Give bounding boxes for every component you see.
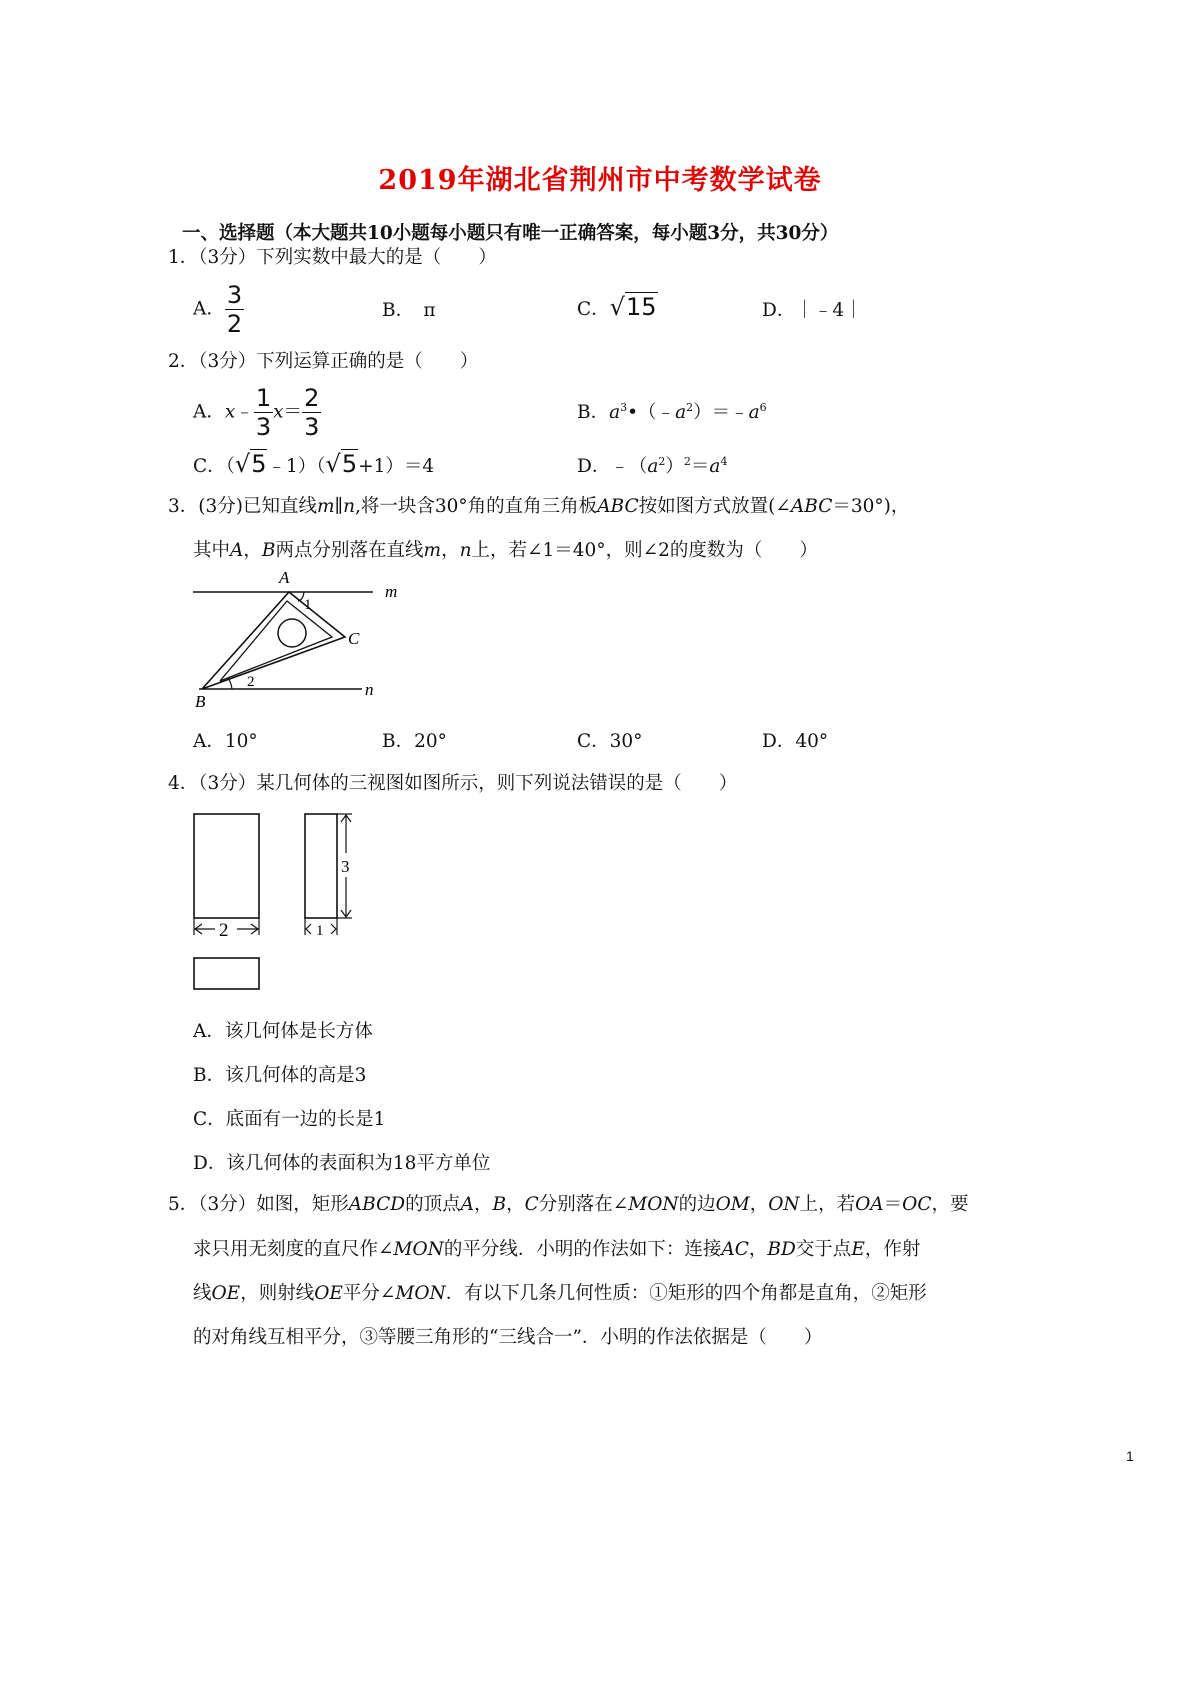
arrow-right <box>331 924 336 934</box>
question-5-line-2 <box>193 1236 920 1264</box>
text: 其中 <box>193 540 231 561</box>
page-number: 1 <box>1126 1448 1134 1464</box>
var-oa: OA <box>855 1194 884 1215</box>
exponent: 2 <box>686 400 694 414</box>
var-oe: OE <box>211 1283 241 1304</box>
denominator: 2 <box>226 310 243 338</box>
operator: ） <box>665 456 684 477</box>
text: ，要 <box>931 1194 969 1215</box>
text: 上，若∠1＝40°，则∠2的度数为（ ） <box>471 540 818 561</box>
side-view <box>305 814 337 918</box>
equals: ＝ <box>690 456 710 477</box>
dim-depth-label: 1 <box>316 923 324 939</box>
radicand: 15 <box>625 293 657 321</box>
option-label: B． <box>577 402 610 423</box>
denominator: 3 <box>255 413 272 441</box>
var-on: ON <box>768 1194 800 1215</box>
text: 两点分别落在直线 <box>275 540 424 561</box>
text: ，作射 <box>864 1239 921 1260</box>
question-5-line-4: 的对角线互相平分，③等腰三角形的“三线合一”．小明的作法依据是（ ） <box>193 1327 823 1348</box>
fraction <box>302 386 321 439</box>
text: ， <box>506 1194 525 1215</box>
text: 线 <box>193 1283 212 1304</box>
label-c: C <box>348 629 360 648</box>
var-abcd: ABCD <box>348 1194 406 1215</box>
q4-option-d: D．该几何体的表面积为18平方单位 <box>193 1153 491 1174</box>
text: ， <box>441 540 460 561</box>
q3-option-b: B．20° <box>382 731 447 752</box>
option-label: A． <box>193 401 225 423</box>
text: 交于点 <box>795 1239 852 1260</box>
page-title: 2019年湖北省荆州市中考数学试卷 <box>378 165 822 196</box>
top-view <box>194 958 259 989</box>
var-a: a <box>709 456 721 477</box>
q4-option-c: C．底面有一边的长是1 <box>193 1109 386 1130</box>
q4-option-b: B．该几何体的高是3 <box>193 1065 367 1086</box>
label-b: B <box>195 692 206 711</box>
var-om: OM <box>715 1194 750 1215</box>
var-a: A <box>460 1194 474 1215</box>
fraction <box>254 386 273 439</box>
label-a: A <box>279 568 290 587</box>
var-a: a <box>609 402 621 423</box>
radicand: 5 <box>341 450 358 478</box>
text: ,将一块含30°角的直角三角板 <box>355 496 598 517</box>
text: 上，若 <box>799 1194 856 1215</box>
var-bd: BD <box>767 1239 796 1260</box>
q3-option-c: C．30° <box>577 731 643 752</box>
question-1-stem: 1．（3分）下列实数中最大的是（ ） <box>168 247 497 268</box>
var-e: E <box>851 1239 865 1260</box>
dim-width-label: 2 <box>219 920 229 941</box>
exponent: 2 <box>683 454 691 468</box>
exponent: 4 <box>720 454 728 468</box>
label-n: n <box>365 680 374 699</box>
text: ， <box>749 1194 769 1215</box>
text: 分别落在∠ <box>538 1194 629 1215</box>
var-mon: MON <box>628 1194 679 1215</box>
question-3-line-1 <box>168 493 909 521</box>
question-2-stem: 2．（3分）下列运算正确的是（ ） <box>168 351 479 372</box>
var-b: B <box>492 1194 507 1215</box>
operator: ﹣1）（ <box>267 456 326 477</box>
var-x: x <box>224 401 236 423</box>
numerator: 2 <box>304 384 320 412</box>
q4-option-a: A．该几何体是长方体 <box>193 1021 373 1042</box>
label-m: m <box>385 582 398 601</box>
var-c: C <box>524 1194 539 1215</box>
exponent: 2 <box>658 454 666 468</box>
fraction <box>225 283 244 336</box>
sqrt: √15 <box>609 293 657 321</box>
text: 的平分线．小明的作法如下：连接 <box>443 1239 722 1260</box>
text: ， <box>748 1239 768 1260</box>
text: ＝ <box>883 1194 903 1215</box>
option-label: C． <box>577 299 610 320</box>
q2-option-c <box>193 450 434 478</box>
var-a: a <box>675 402 687 423</box>
var-oc: OC <box>902 1194 932 1215</box>
section-heading: 一、选择题（本大题共10小题每小题只有唯一正确答案，每小题3分，共30分） <box>182 223 839 244</box>
exponent: 6 <box>759 400 767 414</box>
q3-option-d: D．40° <box>762 731 829 752</box>
option-label: C．（ <box>193 456 235 477</box>
q3-triangle-figure <box>185 565 415 715</box>
sqrt: √5 <box>234 450 267 478</box>
q1-option-c <box>577 293 658 321</box>
var-oe: OE <box>314 1283 343 1304</box>
var-b: B <box>261 540 276 561</box>
var-n: n <box>459 540 472 561</box>
question-5-line-3 <box>193 1280 927 1308</box>
denominator: 3 <box>304 413 320 441</box>
numerator: 3 <box>226 281 243 309</box>
numerator: 1 <box>255 384 272 412</box>
text: ＝30°)， <box>832 496 910 517</box>
q3-option-a: A．10° <box>193 731 258 752</box>
var-a: A <box>230 540 244 561</box>
var-mon: MON <box>395 1283 446 1304</box>
front-view <box>194 814 259 918</box>
minus: ﹣ <box>235 401 254 423</box>
var-abc: ABC <box>597 496 639 517</box>
text: 按如图方式放置(∠ <box>638 496 791 517</box>
sqrt: √5 <box>325 450 358 478</box>
operator: ）＝﹣ <box>693 402 749 423</box>
arrow-left <box>306 924 311 934</box>
text: 的顶点 <box>405 1194 461 1215</box>
text: 平分∠ <box>342 1283 396 1304</box>
q1-option-b: B． π <box>382 300 436 321</box>
q2-option-a <box>193 386 321 439</box>
triangle-hole <box>278 619 306 647</box>
text: ．有以下几条几何性质：①矩形的四个角都是直角，②矩形 <box>445 1283 927 1304</box>
option-label: A． <box>193 298 225 320</box>
text: 5．（3分）如图，矩形 <box>168 1194 349 1215</box>
equals: ＝ <box>283 401 303 423</box>
operator: +1）＝4 <box>358 456 435 477</box>
var-ac: AC <box>721 1239 749 1260</box>
var-x: x <box>273 401 284 423</box>
var-n: n <box>343 496 355 517</box>
q1-option-a <box>193 283 244 336</box>
var-m: m <box>423 540 442 561</box>
var-a: a <box>748 402 760 423</box>
question-5-line-1 <box>168 1191 969 1219</box>
radicand: 5 <box>251 450 267 478</box>
dim-height-label: 3 <box>341 857 350 876</box>
text: ， <box>243 540 262 561</box>
text: ，则射线 <box>240 1283 315 1304</box>
question-3-line-2 <box>193 537 818 565</box>
question-4-stem: 4．（3分）某几何体的三视图如图所示，则下列说法错误的是（ ） <box>168 773 738 794</box>
var-m: m <box>316 496 335 517</box>
text: 的边 <box>678 1194 716 1215</box>
var-abc: ABC <box>790 496 833 517</box>
var-a: a <box>647 456 659 477</box>
q1-option-d: D．｜﹣4｜ <box>762 300 863 321</box>
operator: •（﹣ <box>627 402 676 423</box>
text: ， <box>473 1194 493 1215</box>
label-angle-2: 2 <box>247 674 255 690</box>
text: 3．(3分)已知直线 <box>168 496 317 517</box>
parallel: ∥ <box>334 496 344 517</box>
text: 求只用无刻度的直尺作∠ <box>193 1239 394 1260</box>
label-angle-1: 1 <box>304 597 312 613</box>
q2-option-d <box>577 452 727 478</box>
option-label: D．﹣（ <box>577 456 648 477</box>
exponent: 3 <box>620 400 628 414</box>
var-mon: MON <box>393 1239 444 1260</box>
q2-option-b <box>577 398 767 424</box>
q4-three-views-figure <box>185 805 365 995</box>
